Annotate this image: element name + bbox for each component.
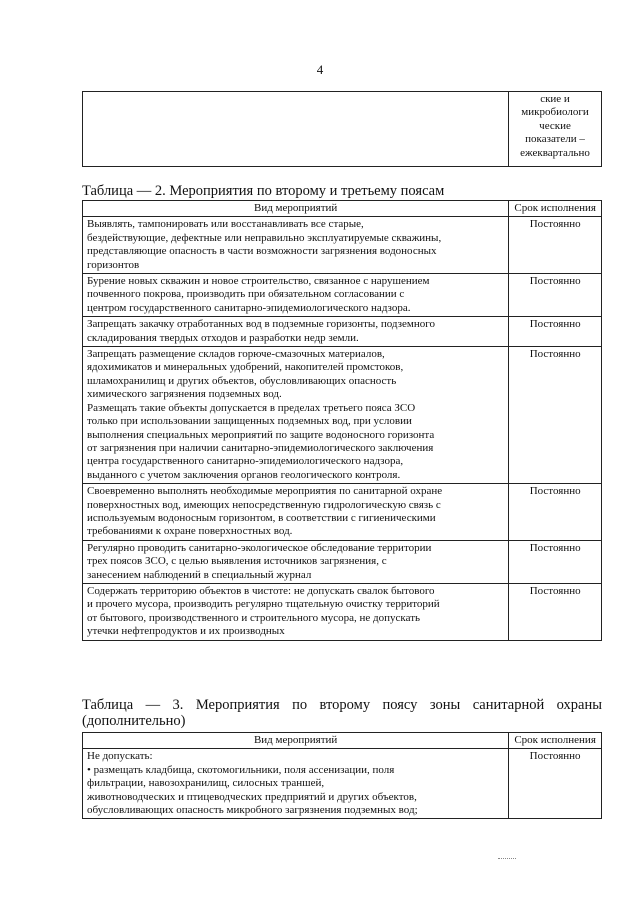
cell-line: Размещать такие объекты допускается в пределах третьего пояса ЗСО (87, 401, 416, 414)
cell-line: ежеквартально (520, 146, 590, 159)
cell-line: Не допускать: (87, 750, 153, 763)
cell-line: требованиями к охране поверхностных вод. (87, 525, 293, 538)
cell-line: обусловливающих опасность микробного загрязнения подземных вод; (87, 804, 418, 817)
table-cell-activity (83, 749, 509, 819)
table-3-caption-line: (дополнительно) (82, 713, 186, 729)
cell-line: поверхностных вод, имеющих непосредственную гидрологическую связь с (87, 498, 441, 511)
table-row (83, 540, 602, 583)
table-row (83, 217, 602, 274)
table-row (83, 484, 602, 541)
table-cell-activity (83, 317, 509, 347)
table-row (83, 347, 602, 484)
table-cell-empty (83, 92, 509, 167)
cell-line: используемым водоносным горизонтом, в соответствии с гигиеническими (87, 511, 436, 524)
table-cell-term: Постоянно (509, 484, 602, 541)
cell-line: ческие (539, 119, 571, 132)
cell-line: Запрещать закачку отработанных вод в подземные горизонты, подземного (87, 318, 435, 331)
cell-line: Запрещать размещение складов горюче-смазочных материалов, (87, 348, 385, 361)
table-row (83, 749, 602, 819)
table-2-caption: Таблица — 2. Мероприятия по второму и третьему поясам (82, 183, 445, 199)
cell-line: фильтрации, навозохранилищ, силосных траншей, (87, 777, 325, 790)
table-3-caption (82, 697, 602, 729)
cell-line: бездействующие, дефектные или неправильно эксплуатируемые скважины, (87, 231, 442, 244)
cell-line: и прочего мусора, производить регулярно тщательную очистку территорий (87, 598, 440, 611)
cell-line: • размещать кладбища, скотомогильники, поля ассенизации, поля (87, 763, 395, 776)
table-cell-term: Постоянно (509, 347, 602, 484)
table-2 (82, 200, 602, 641)
cell-line: почвенного покрова, производить при обязательном согласовании с (87, 288, 405, 301)
cell-line: только при использовании защищенных подземных вод, при условии (87, 415, 412, 428)
table-header-row (83, 733, 602, 749)
table-cell-term: Постоянно (509, 274, 602, 317)
table-cell-term: Постоянно (509, 749, 602, 819)
table-row (83, 583, 602, 640)
cell-line: Регулярно проводить санитарно-экологическое обследование территории (87, 541, 432, 554)
table-cell-activity (83, 583, 509, 640)
table-cell-activity (83, 217, 509, 274)
table-row (83, 274, 602, 317)
cell-line: животноводческих и птицеводческих предприятий и других объектов, (87, 790, 417, 803)
cell-line: Своевременно выполнять необходимые мероприятия по санитарной охране (87, 485, 443, 498)
cell-line: складирования твердых отходов и разработки недр земли. (87, 331, 359, 344)
table-cell-term: Постоянно (509, 540, 602, 583)
table-cell-activity (83, 540, 509, 583)
table-row (83, 92, 602, 167)
cell-line: выданного с учетом заключения органов геологического контроля. (87, 468, 401, 481)
page-number: 4 (316, 62, 324, 77)
cell-line: показатели – (525, 133, 585, 146)
cell-line: ядохимикатов и минеральных удобрений, накопителей промстоков, (87, 361, 404, 374)
column-header-term: Срок исполнения (509, 733, 602, 749)
scan-mark (498, 858, 516, 859)
table-cell-term: Постоянно (509, 317, 602, 347)
cell-line: химического загрязнения подземных вод. (87, 388, 282, 401)
column-header-activity: Вид мероприятий (83, 733, 509, 749)
cell-line: горизонтов (87, 258, 140, 271)
cell-line: представляющие опасность в части возможности загрязнения водоносных (87, 245, 437, 258)
table-cell-term: Постоянно (509, 217, 602, 274)
table-cell-activity (83, 484, 509, 541)
cell-line: ские и (540, 93, 570, 105)
table-cell-activity (83, 274, 509, 317)
table-cell-term (509, 92, 602, 167)
table-1-continuation (82, 91, 602, 167)
column-header-activity: Вид мероприятий (83, 201, 509, 217)
cell-line: от бытового, производственного и строительного мусора, не допускать (87, 611, 421, 624)
column-header-term: Срок исполнения (509, 201, 602, 217)
cell-line: от загрязнения при наличии санитарно-эпидемиологического заключения (87, 441, 434, 454)
table-header-row (83, 201, 602, 217)
cell-line: утечки нефтепродуктов и их производных (87, 625, 285, 638)
table-row (83, 317, 602, 347)
table-cell-activity (83, 347, 509, 484)
table-3-caption-line: Таблица — 3. Мероприятия по второму поясу зоны санитарной охраны (82, 697, 602, 713)
cell-line: выполнения специальных мероприятий по защите водоносного горизонта (87, 428, 435, 441)
cell-line: занесением наблюдений в специальный журнал (87, 568, 312, 581)
cell-line: шламохранилищ и других объектов, обусловливающих опасность (87, 374, 397, 387)
cell-line: центром государственного санитарно-эпидемиологического надзора. (87, 301, 411, 314)
cell-line: Бурение новых скважин и новое строительство, связанное с нарушением (87, 275, 430, 288)
cell-line: микробиологи (521, 106, 589, 119)
cell-line: Выявлять, тампонировать или восстанавливать все старые, (87, 218, 364, 231)
cell-line: центра государственного санитарно-эпидемиологического надзора, (87, 455, 404, 468)
table-3 (82, 732, 602, 819)
cell-line: Содержать территорию объектов в чистоте: не допускать свалок бытового (87, 584, 435, 597)
table-cell-term: Постоянно (509, 583, 602, 640)
cell-line: трех поясов ЗСО, с целью выявления источников загрязнения, с (87, 555, 387, 568)
